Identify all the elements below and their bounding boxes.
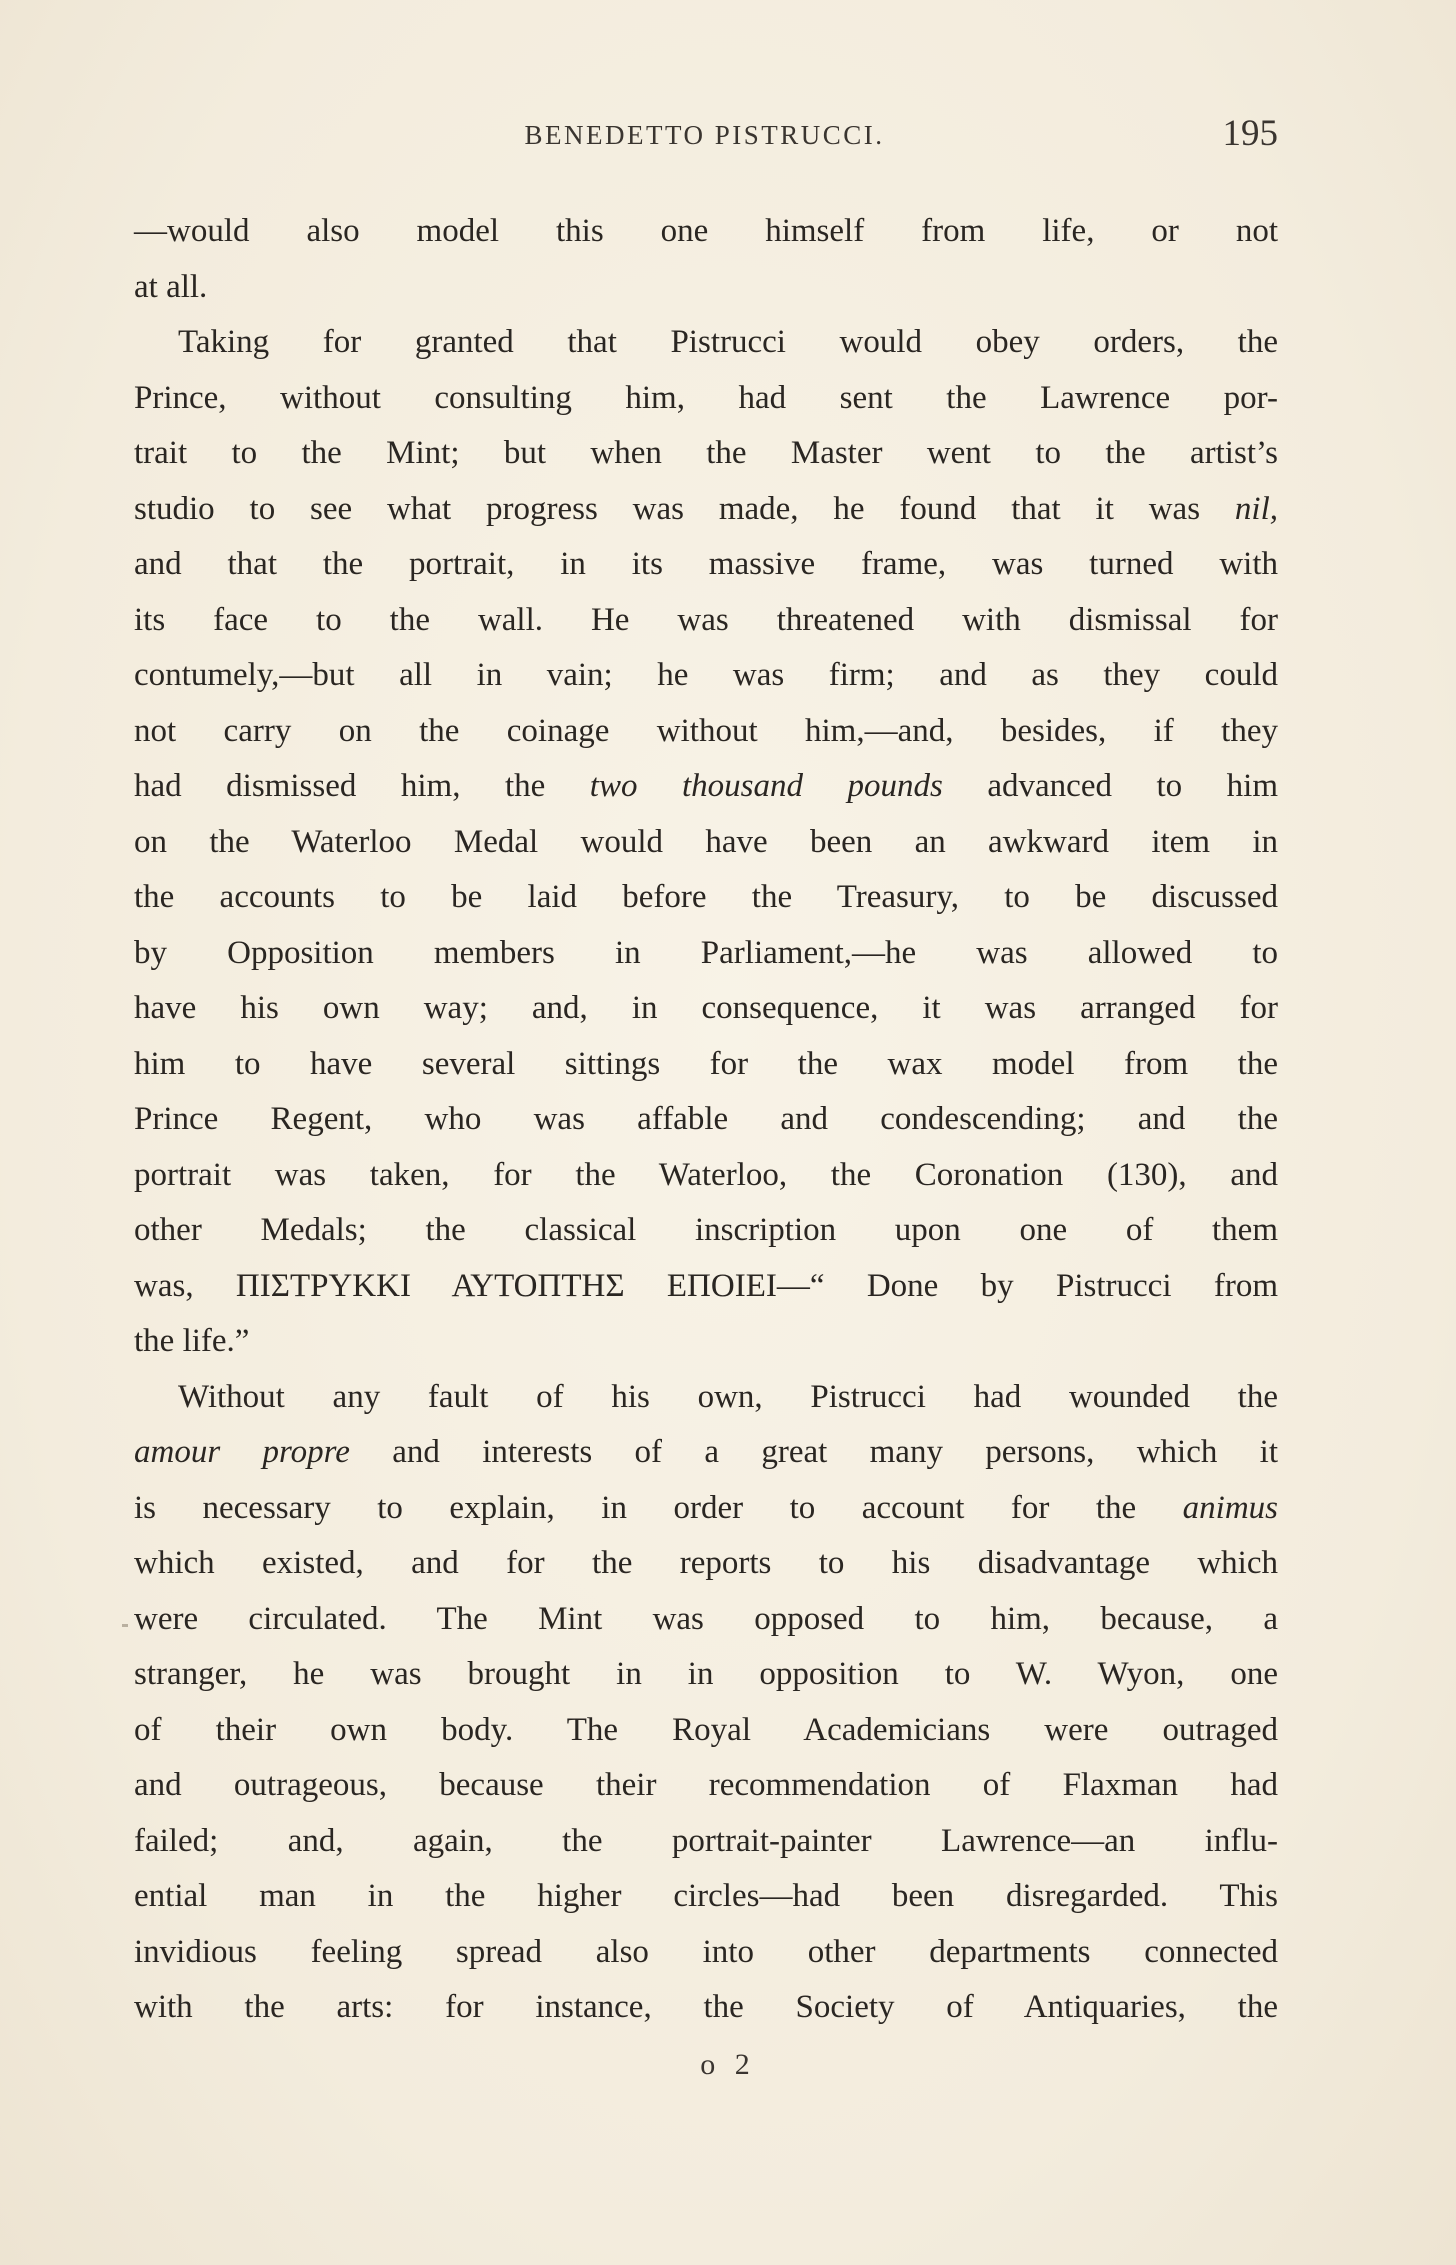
text-line (134, 1314, 1278, 1370)
text-run: trait to the Mint; but when the Master went to the artist’s (134, 435, 1278, 471)
text-line (134, 426, 1278, 482)
signature-mark: o 2 (700, 2048, 756, 2081)
text-run: failed; and, again, the portrait-painter Lawrence—an influ- (134, 1822, 1278, 1859)
italic-text-run: nil, (1234, 490, 1278, 527)
paragraph (134, 204, 1278, 315)
text-run: the accounts to be laid before the Treasury, to be discussed (134, 879, 1278, 915)
body-text (134, 204, 1278, 2036)
text-line (134, 1647, 1278, 1703)
text-line (134, 759, 1278, 815)
text-run: with the arts: for instance, the Society of Antiquaries, the (134, 1989, 1278, 2025)
text-line (134, 537, 1278, 593)
text-run: on the Waterloo Medal would have been an awkward item in (134, 823, 1278, 860)
text-line (134, 204, 1278, 260)
text-line (134, 648, 1278, 704)
text-run: advanced to him (942, 768, 1278, 804)
page-header (131, 112, 1278, 160)
text-run: Taking for granted that Pistrucci would obey orders, the (178, 324, 1278, 360)
text-line (134, 482, 1278, 538)
text-line (134, 926, 1278, 982)
text-line (134, 870, 1278, 926)
text-run: him to have several sittings for the wax model from the (134, 1045, 1278, 1082)
text-line (134, 704, 1278, 760)
text-run: was, ΠΙΣΤΡΥΚΚΙ ΑΥΤΟΠΤΗΣ ΕΠΟΙΕΙ—“ Done by Pistrucci from (134, 1267, 1278, 1304)
text-line (134, 1869, 1278, 1925)
text-run: at all. (134, 268, 208, 305)
text-line (134, 1092, 1278, 1148)
text-line (134, 371, 1278, 427)
text-run: which existed, and for the reports to his disadvantage which (134, 1545, 1278, 1581)
text-run: by Opposition members in Parliament,—he was allowed to (134, 934, 1278, 971)
text-run: invidious feeling spread also into other departments connected (134, 1933, 1278, 1970)
text-line (134, 1758, 1278, 1814)
paragraph (134, 1370, 1278, 2036)
text-line (134, 593, 1278, 649)
text-run: portrait was taken, for the Waterloo, the Coronation (130), and (134, 1156, 1278, 1193)
text-line (134, 1425, 1278, 1481)
text-run: stranger, he was brought in in opposition to W. Wyon, one (134, 1656, 1278, 1692)
italic-text-run: amour propre (134, 1434, 350, 1470)
text-line (134, 1370, 1278, 1426)
text-run: and interests of a great many persons, which it (349, 1434, 1279, 1470)
text-line (134, 1203, 1278, 1259)
text-run: other Medals; the classical inscription upon one of them (134, 1212, 1278, 1248)
text-line (134, 1703, 1278, 1759)
text-run: of their own body. The Royal Academicians were outraged (134, 1711, 1278, 1748)
text-line (134, 1925, 1278, 1981)
text-run: contumely,—but all in vain; he was firm; and as they could (134, 657, 1278, 693)
margin-speck (122, 1624, 128, 1627)
text-run: and outrageous, because their recommendation of Flaxman had (134, 1767, 1278, 1803)
text-run: not carry on the coinage without him,—and, besides, if they (134, 712, 1278, 749)
text-run: is necessary to explain, in order to account for the (134, 1489, 1183, 1526)
page-number: 195 (1222, 113, 1278, 154)
text-line (134, 315, 1278, 371)
text-run: —would also model this one himself from life, or not (134, 213, 1278, 249)
italic-text-run: two thousand pounds (589, 768, 943, 804)
text-run: ential man in the higher circles—had been disregarded. This (134, 1878, 1278, 1914)
text-line (134, 815, 1278, 871)
text-run: the life.” (134, 1323, 250, 1359)
text-run: have his own way; and, in consequence, it was arranged for (134, 990, 1278, 1026)
text-line (134, 1814, 1278, 1870)
text-line (134, 1481, 1278, 1537)
running-head: BENEDETTO PISTRUCCI. (524, 120, 885, 150)
text-run: Prince Regent, who was affable and condescending; and the (134, 1101, 1278, 1137)
text-line (134, 1037, 1278, 1093)
text-run: and that the portrait, in its massive frame, was turned with (134, 546, 1278, 582)
text-line (134, 1980, 1278, 2036)
text-line (134, 981, 1278, 1037)
text-run: were circulated. The Mint was opposed to him, because, a (134, 1600, 1278, 1637)
text-run: studio to see what progress was made, he found that it was (134, 490, 1235, 527)
text-run: had dismissed him, the (134, 768, 590, 804)
text-line (134, 260, 1278, 316)
text-line (134, 1536, 1278, 1592)
text-line (134, 1259, 1278, 1315)
text-run: its face to the wall. He was threatened with dismissal for (134, 601, 1278, 638)
text-run: Without any fault of his own, Pistrucci had wounded the (178, 1378, 1278, 1415)
text-line (134, 1592, 1278, 1648)
italic-text-run: animus (1182, 1489, 1278, 1526)
paragraph (134, 315, 1278, 1370)
text-run: Prince, without consulting him, had sent the Lawrence por- (134, 379, 1278, 416)
text-line (134, 1148, 1278, 1204)
